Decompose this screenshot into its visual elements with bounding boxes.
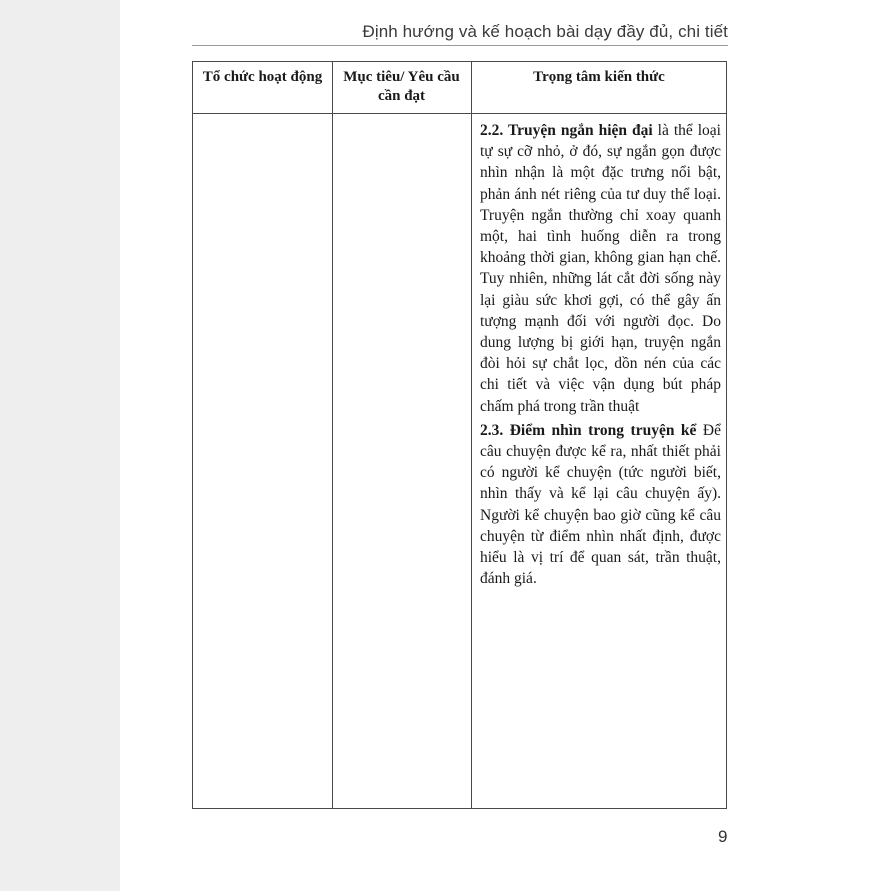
column-divider xyxy=(332,62,333,808)
knowledge-paragraph xyxy=(480,420,721,590)
column-header-activity: Tổ chức hoạt động xyxy=(202,69,323,85)
lesson-plan-table xyxy=(192,61,727,809)
knowledge-text: là thể loại tự sự cỡ nhỏ, ở đó, sự ngắn gọn được nhìn nhận là một đặc trưng nổi bật, phản ánh nét riêng của tư duy thể loại. Truyện ngắn thường chỉ xoay quanh một, hai tình huống diễn ra trong khoảng thời gian, không gian hạn chế. Tuy nhiên, những lát cắt đời sống này lại giàu sức khơi gợi, có thể gây ấn tượng mạnh đối với người đọc. Do dung lượng bị giới hạn, truyện ngắn đòi hỏi sự chắt lọc, dồn nén của các chi tiết và việc vận dụng bút pháp chấm phá trong trần thuật xyxy=(480,122,721,415)
left-page-edge xyxy=(0,0,120,891)
knowledge-heading: 2.2. Truyện ngắn hiện đại xyxy=(480,122,653,139)
knowledge-cell xyxy=(471,120,727,592)
book-page xyxy=(120,0,891,891)
header-row-divider xyxy=(193,113,726,114)
knowledge-text: Để câu chuyện được kể ra, nhất thiết phải có người kể chuyện (tức người biết, nhìn thấy và kể lại câu chuyện ấy). Người kể chuyện bao giờ cũng kể câu chuyện từ điểm nhìn nhất định, được hiểu là vị trí để quan sát, trần thuật, đánh giá. xyxy=(480,421,721,588)
column-header-knowledge: Trọng tâm kiến thức xyxy=(533,69,665,85)
running-header: Định hướng và kế hoạch bài dạy đầy đủ, chi tiết xyxy=(362,22,728,41)
header-rule xyxy=(192,45,728,46)
page-number: 9 xyxy=(718,827,728,846)
knowledge-heading: 2.3. Điểm nhìn trong truyện kể xyxy=(480,421,697,439)
knowledge-paragraph xyxy=(480,120,721,417)
column-header-objective: Mục tiêu/ Yêu cầu cần đạt xyxy=(343,69,460,104)
